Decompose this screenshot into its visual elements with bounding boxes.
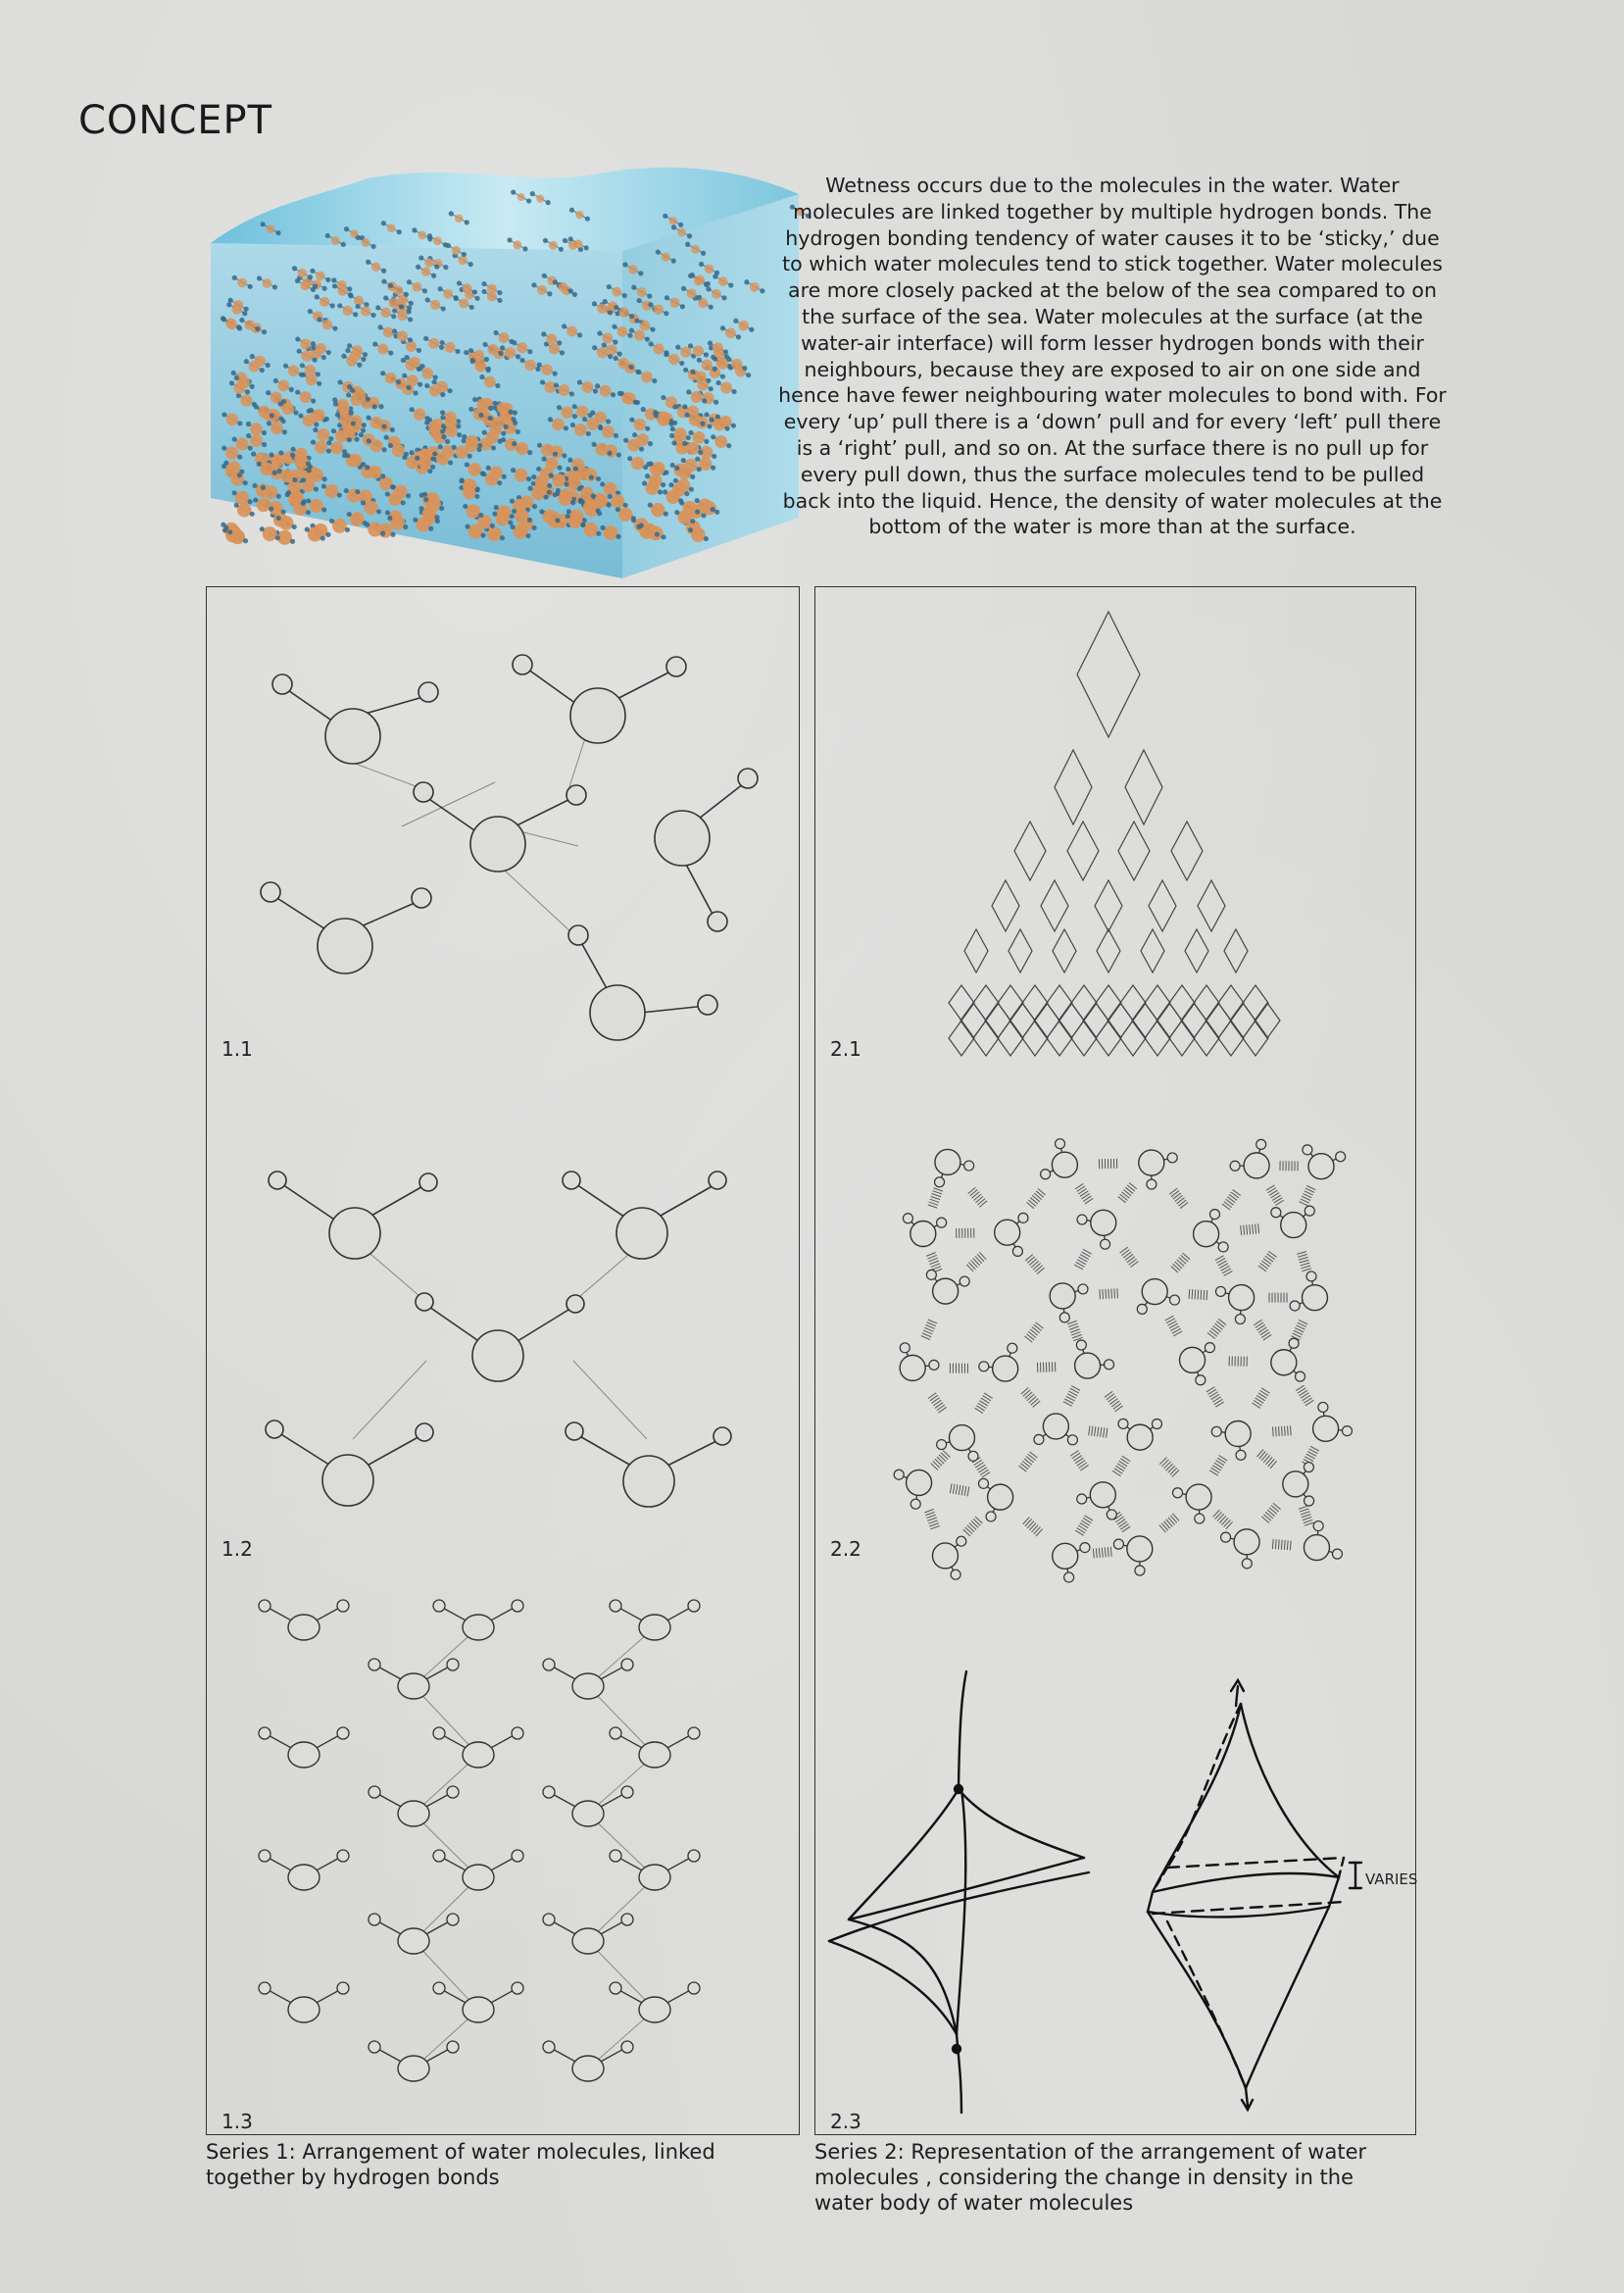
concept-description: Wetness occurs due to the molecules in the water. Water molecules are linked together by multiple hydrogen bonds. The hydrogen bonding tendency of water causes it to be ‘sticky,’ due to which water molecules tend to stick together. Water molecules are more closely packed at the below of the sea compared to on the surface of the sea. Water molecules at the surface (at the water-air interface) will form lesser hydrogen bonds with their neighbours, because they are exposed to air on one side and hence have fewer neighbouring water molecules to bond with. For every ‘up’ pull there is a ‘down’ pull and for every ‘left’ pull there is a ‘right’ pull, and so on. At the surface there is no pull up for every pull down, thus the surface molecules tend to be pulled back into the liquid. Hence, the density of water molecules at the bottom of the water is more than at the surface. bbox=[778, 174, 1447, 539]
figure-1-2 bbox=[206, 1155, 800, 1547]
figure-label-1-2: 1.2 bbox=[221, 1537, 253, 1561]
series-1-caption: Series 1: Arrangement of water molecules, linked together by hydrogen bonds bbox=[206, 2140, 715, 2189]
figure-1-3 bbox=[206, 1578, 800, 2127]
figure-2-3 bbox=[814, 1667, 1416, 2127]
page-title: CONCEPT bbox=[78, 98, 273, 143]
figure-2-2 bbox=[814, 1137, 1416, 1598]
figure-label-2-3: 2.3 bbox=[830, 2110, 861, 2133]
varies-annotation: VARIES bbox=[1365, 1870, 1418, 1888]
figure-label-2-1: 2.1 bbox=[830, 1037, 861, 1061]
figure-1-1 bbox=[206, 586, 800, 1076]
figure-label-1-3: 1.3 bbox=[221, 2110, 253, 2133]
water-block-illustration bbox=[201, 167, 809, 588]
figure-label-1-1: 1.1 bbox=[221, 1037, 253, 1061]
series-2-caption: Series 2: Representation of the arrangement of water molecules , considering the change in density in the water body of water molecules bbox=[814, 2140, 1367, 2215]
figure-label-2-2: 2.2 bbox=[830, 1537, 861, 1561]
figure-2-1 bbox=[814, 586, 1416, 1076]
